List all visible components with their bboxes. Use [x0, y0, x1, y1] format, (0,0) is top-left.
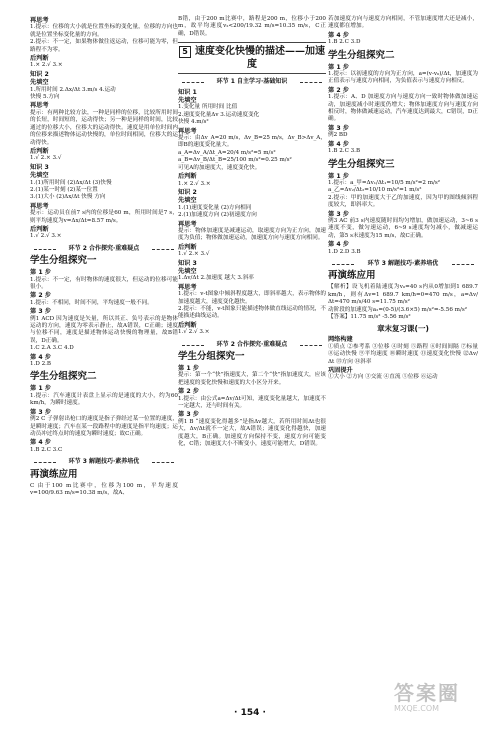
paragraph: 1.√ 2.× 3.√: [178, 251, 210, 258]
heading: 巩固提升: [328, 367, 353, 375]
paragraph: 3.(1)大小 (2)Δx/Δt 快慢 方向: [30, 194, 106, 201]
paragraph: 提示：有两种比较方法，一种是同样的位移，比较所用时间的长短，时间短的，运动得快；另一种是同样的时间，比较通过的位移大小，位移大的运动得快。速度是用单位时间内的位移来描述物体运动快慢的，单位时间相同，位移大的运动得快。: [30, 109, 178, 146]
section-bar: 环节 1 自主学习·基础知识: [178, 78, 326, 85]
section-heading: 学生分组探究三: [328, 158, 395, 170]
heading: 后判断: [178, 321, 197, 329]
heading: 第 3 步: [30, 408, 51, 416]
lesson-title: [178, 45, 326, 71]
heading: 知识 2: [30, 70, 49, 78]
heading: 再思考: [178, 220, 197, 228]
section-bar: 环节 3 解题技巧·素养培优: [30, 458, 178, 465]
paragraph: a_乙=Δv₂/Δt₂=10/10 m/s²=1 m/s²: [328, 187, 422, 194]
section-heading: 学生分组探究二: [30, 371, 97, 383]
heading: 知识 2: [178, 188, 197, 196]
paragraph: 1.× 2.√ 3.×: [178, 180, 211, 187]
column-right: [328, 16, 478, 382]
heading: 后判断: [30, 55, 49, 63]
paragraph: 1.提示：A、D 加速度方向与速度方向一致时物体做加速运动，加速度减小时速度仍增大；物体加速度方向与速度方向相反时，物体做减速运动，汽车速度达到最大，C错误，D正确。: [328, 94, 478, 123]
paragraph: 1.√ 2.× 3.√: [30, 155, 62, 162]
paragraph: 例1 ACD 因为速度是矢量，所以其正、负号表示的是物体运动的方向，速度为零表示静止，故A错误，C正确；速度与位移不同，速度是描述物体运动快慢的物理量，故B错误，D正确。: [30, 315, 178, 344]
heading: 先填空: [178, 97, 197, 105]
column-middle-top: [178, 16, 326, 38]
section-heading: 再演练应用: [30, 468, 78, 480]
section-heading: 学生分组探究二: [328, 49, 395, 61]
heading: 第 4 步: [328, 31, 349, 39]
paragraph: 1.D 2.B: [30, 361, 52, 368]
heading: 知识 1: [178, 88, 197, 96]
paragraph: 提示：物体加速度是减速运动，取速度方向为正方向，加速度为负值；物体做加速运动，加速度方向与速度方向相同。: [178, 227, 326, 242]
paragraph: B错，由于200 m比赛中，路程是200 m，位移小于200 m，故平均速度v₂<200/19.32 m/s=10.35 m/s，C正确，D错误。: [178, 16, 326, 37]
heading: 先填空: [178, 267, 197, 275]
page-number: · 154 ·: [234, 708, 266, 718]
heading: 第 1 步: [30, 269, 51, 277]
paragraph: 2.(1)加速度方向 (2)初速度方向: [178, 212, 257, 219]
paragraph: 1.(1)速度变化量 (2)方向相同: [178, 204, 252, 211]
paragraph: 1.提示：a_甲=Δv₁/Δt₁=10/5 m/s²=2 m/s²: [328, 179, 441, 186]
paragraph: 2.(1)某一时刻 (2)某一位置: [30, 186, 98, 193]
paragraph: 1.提示：由公式a=Δv/Δt可知，速度变化量越大，加速度不一定越大，还与时间有关。: [178, 395, 326, 410]
paragraph: 1.√ 2.√ 3.×: [178, 329, 210, 336]
paragraph: 可见A的加速度大，速度变化快。: [178, 164, 261, 171]
paragraph: 1.B 2.C 3.D: [328, 39, 361, 46]
paragraph: 1.提示：不一定，有时物体的速度很大，但运动的位移可能很小。: [30, 276, 178, 290]
paragraph: 快慢 4.m/s²: [178, 119, 209, 126]
paragraph: 1.提示：以初速度的方向为正方向，a=(v-v₀)/Δt，加速度为正值表示与速度方向相同，为负值表示与速度方向相反。: [328, 71, 478, 85]
heading: 先填空: [30, 172, 49, 180]
heading: 再思考: [30, 102, 49, 110]
heading: 后判断: [30, 147, 49, 155]
paragraph: ①质点 ②参考系 ③位移 ④时刻 ⑤路程 ⑥时间间隔 ⑦标量 ⑧运动快慢 ⑨平均速度 ⑩瞬时速度 ⑪速度变化快慢 ⑫Δv/Δt ⑬方向 ⑭斜率: [328, 343, 478, 365]
heading: 第 2 步: [178, 388, 199, 396]
paragraph: a_B=Δv_B/Δt_B=25/100 m/s²=0.25 m/s²: [178, 157, 292, 164]
paragraph: 2.速度变化量Δv 3.运动速度变化: [178, 111, 260, 118]
paragraph: 1.(1)所用时间 (2)Δx/Δt (3)快慢: [30, 179, 112, 186]
watermark-line2: MXQE.COM: [394, 704, 440, 713]
chapter-heading: 章末复习课(一): [377, 324, 429, 334]
heading: 第 1 步: [328, 63, 349, 71]
heading: 第 3 步: [328, 124, 349, 132]
section-bar: 环节 3 解题技巧·素养培优: [328, 260, 478, 267]
heading: 再思考: [178, 283, 197, 291]
heading: 第 3 步: [178, 411, 199, 419]
section-heading: 学生分组探究一: [30, 255, 97, 267]
lesson-number: 5: [179, 46, 191, 58]
section-bar: 环节 2 合作探究·重难疑点: [30, 245, 178, 252]
paragraph: 【解析】设飞机着陆速度为v₀=40 s内从0增加到1 689.7 km/h，则有Δv=1 689.7 km/h=0=470 m/s，a=Δv/Δt=470 m/s/40 s=11.75 m/s²: [328, 284, 478, 306]
paragraph: 1.提示：v-t图象中倾斜程度越大，即斜率越大，表示物体的加速度越大，速度变化越快。: [178, 291, 326, 305]
paragraph: 提示：运动员在前7 s内的位移是60 m，所用时间是7 s，则平均速度为v=Δx/Δt=8.57 m/s。: [30, 210, 178, 224]
paragraph: 1.B 2.C 3.B: [328, 148, 361, 155]
heading: 先填空: [178, 197, 197, 205]
heading: 第 4 步: [328, 241, 349, 249]
section-heading: 学生分组探究一: [178, 351, 245, 363]
lesson-title-box: [178, 42, 326, 74]
paragraph: 1.D 2.D 3.B: [328, 248, 361, 255]
paragraph: 1.× 2.√ 3.×: [30, 62, 63, 69]
paragraph: a_A=Δv_A/Δt_A=20/4 m/s²=5 m/s²: [178, 149, 276, 156]
paragraph: 2.提示：不能，v-t图象只能描述物体做直线运动的情况，不能描述曲线运动。: [178, 306, 326, 320]
paragraph: 1.提示：位移的大小就是位置坐标的变化量，位移的方向也就是位置坐标变化量的方向。: [30, 24, 178, 38]
paragraph: 动阶段的加速度为a₂=(0-5)/(3.6×5) m/s²=-5.56 m/s²: [328, 306, 467, 313]
paragraph: 1.所用时间 2.Δx/Δt 3.m/s 4.运动: [30, 86, 116, 93]
paragraph: 例2 BD: [328, 132, 348, 139]
heading: 再思考: [178, 127, 197, 135]
heading: 先填空: [30, 79, 49, 87]
paragraph: 提示：由Δv_A=20 m/s，Δv_B=25 m/s，Δv_B>Δv_A，即B的速度变化量大。: [178, 135, 326, 149]
heading: 第 1 步: [328, 172, 349, 180]
watermark-line1: 答案圈: [394, 681, 460, 705]
paragraph: 提示：第一个“快”指速度大，第二个“快”指加速度大，应该把速度的变化快慢和速度的大小区分开来。: [178, 372, 326, 386]
heading: 网络构建: [328, 336, 353, 344]
paragraph: 例2 C 子弹射出枪口的速度是指子弹经过某一位置的速度，是瞬时速度；汽车在某一段路程中的速度是指平均速度；运动员冲过终点时的速度为瞬时速度；故C正确。: [30, 416, 178, 437]
heading: 第 4 步: [30, 439, 51, 447]
heading: 后判断: [178, 243, 197, 251]
paragraph: 例3 AC 前3 s内速度随时间均匀增加，做加速运动，3~6 s速度不变，做匀速运动，6~9 s速度均匀减小，做减速运动，第5 s末速度为15 m/s，故C正确。: [328, 217, 478, 239]
column-middle-body: [178, 78, 326, 448]
column-middle: [178, 16, 326, 449]
heading: 第 1 步: [178, 365, 199, 373]
heading: 再思考: [30, 17, 49, 24]
paragraph: 1.变化量 所用时间 比值: [178, 104, 238, 111]
paragraph: 【答案】11.75 m/s² -5.56 m/s²: [328, 314, 411, 320]
paragraph: 快慢 5.方向: [30, 94, 60, 101]
lesson-title-text: 速度变化快慢的描述——加速度: [195, 46, 325, 71]
paragraph: 1.提示：不相同，时间不同，平均速度一般不同。: [30, 299, 153, 306]
heading: 后判断: [30, 225, 49, 233]
heading: 知识 3: [178, 259, 197, 267]
paragraph: 若加速度方向与速度方向相同，不管加速度增大还是减小，速度都在增加。: [328, 16, 478, 30]
heading: 第 1 步: [30, 385, 51, 393]
heading: 第 4 步: [30, 353, 51, 361]
column-left: [30, 16, 178, 497]
heading: 知识 3: [30, 163, 49, 171]
section-bar: 环节 2 合作探究·重难疑点: [178, 341, 326, 348]
heading: 第 3 步: [328, 210, 349, 218]
paragraph: 1.√ 2.√ 3.×: [30, 233, 62, 240]
paragraph: 1.C 2.A 3.C 4.D: [30, 345, 74, 352]
paragraph: 1.提示：汽车速度计表盘上显示的是速度的大小，约为60 km/h，为瞬时速度。: [30, 392, 178, 407]
paragraph: ①大小 ②方向 ③交流 ④直流 ⑤位移 ⑥运动: [328, 374, 438, 381]
paragraph: 1.Δv/Δt 2.加速度 越大 3.斜率: [178, 275, 254, 282]
heading: 第 2 步: [328, 86, 349, 94]
heading: 第 4 步: [328, 140, 349, 148]
heading: 再思考: [30, 202, 49, 210]
heading: 后判断: [178, 173, 197, 181]
heading: 第 3 步: [30, 308, 51, 316]
watermark-logo: [394, 682, 494, 720]
paragraph: 例1 B “速度变化得越多”是指Δv越大，若所用时间Δt也很大，Δv/Δt就不一定大，故A错误；速度变化得越快，加速度越大，B正确。加速度方向保持不变，速度方向可能变化，C错；加速度大小不断变小，速度可能增大，D错误。: [178, 418, 326, 448]
section-heading: 再演练应用: [328, 270, 376, 282]
heading: 第 2 步: [30, 292, 51, 300]
paragraph: 2.提示：不一定，如果物体做往返运动，位移可能为零，但路程不为零。: [30, 39, 178, 53]
paragraph: C 由于100 m比赛中，位移为100 m，平均速度v=100/9.63 m/s=10.38 m/s，故A、: [30, 482, 178, 496]
paragraph: 2.提示：甲的加速度大于乙的加速度，因为甲的图线倾斜程度较大，即斜率大。: [328, 194, 478, 209]
paragraph: 1.B 2.C 3.C: [30, 446, 63, 453]
